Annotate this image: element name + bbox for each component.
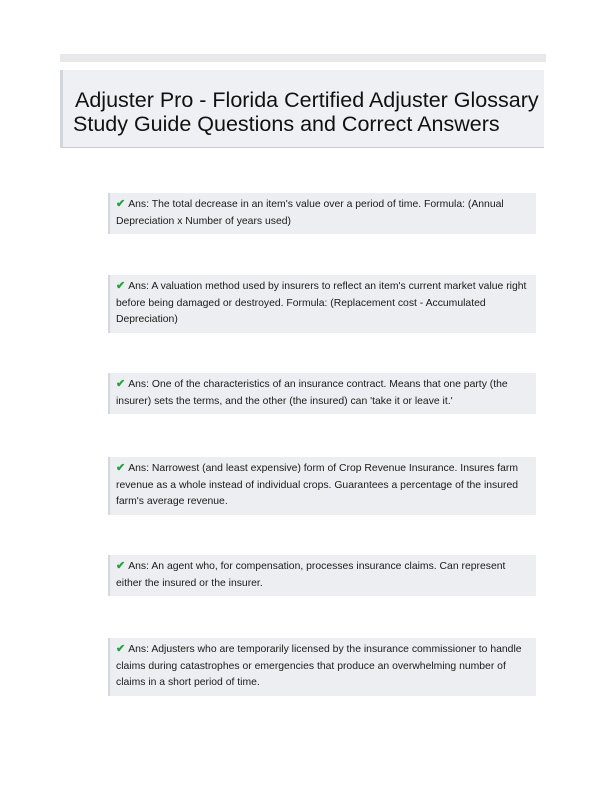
- page-title-line-2: Study Guide Questions and Correct Answers: [73, 112, 500, 136]
- answer-prefix: Ans:: [128, 199, 150, 210]
- page-title-line-1: Adjuster Pro - Florida Certified Adjuster Glossary: [75, 88, 539, 112]
- answer-text: An agent who, for compensation, processes insurance claims. Can represent either the insured or the insurer.: [116, 561, 506, 589]
- answer-prefix: Ans:: [128, 463, 150, 474]
- answer-text: The total decrease in an item's value over a period of time. Formula: (Annual Depreciation x Number of years used): [116, 199, 504, 227]
- answer-block: [108, 555, 536, 596]
- answer-text: Adjusters who are temporarily licensed by the insurance commissioner to handle claims during catastrophes or emergencies that produce an overwhelming number of claims in a short period of time.: [116, 644, 522, 689]
- header-rule: [60, 54, 546, 62]
- check-mark-icon: ✔: [116, 643, 126, 655]
- answer-text: One of the characteristics of an insurance contract. Means that one party (the insurer) sets the terms, and the other (the insured) can 'take it or leave it.': [116, 379, 508, 407]
- check-mark-icon: ✔: [116, 198, 126, 210]
- answer-prefix: Ans:: [128, 561, 150, 572]
- answer-text: A valuation method used by insurers to reflect an item's current market value right before being damaged or destroyed. Formula: (Replacement cost - Accumulated Depreciation): [116, 281, 527, 326]
- check-mark-icon: ✔: [116, 280, 126, 292]
- answer-prefix: Ans:: [128, 281, 150, 292]
- check-mark-icon: ✔: [116, 378, 126, 390]
- answer-block: [108, 457, 536, 515]
- answer-text: Narrowest (and least expensive) form of Crop Revenue Insurance. Insures farm revenue as a whole instead of individual crops. Guarantees a percentage of the insured farm's average revenue.: [116, 463, 519, 508]
- footer-page-number: Page 1 of 15: [488, 766, 547, 777]
- check-mark-icon: ✔: [116, 462, 126, 474]
- title-box: [60, 70, 544, 148]
- footer-watermark-left: Stuvia.com: [56, 766, 110, 777]
- check-mark-icon: ✔: [116, 560, 126, 572]
- answer-block: [108, 638, 536, 696]
- answer-prefix: Ans:: [128, 379, 150, 390]
- answer-block: [108, 275, 536, 333]
- answer-block: [108, 193, 536, 234]
- answer-prefix: Ans:: [128, 644, 150, 655]
- answer-block: [108, 373, 536, 414]
